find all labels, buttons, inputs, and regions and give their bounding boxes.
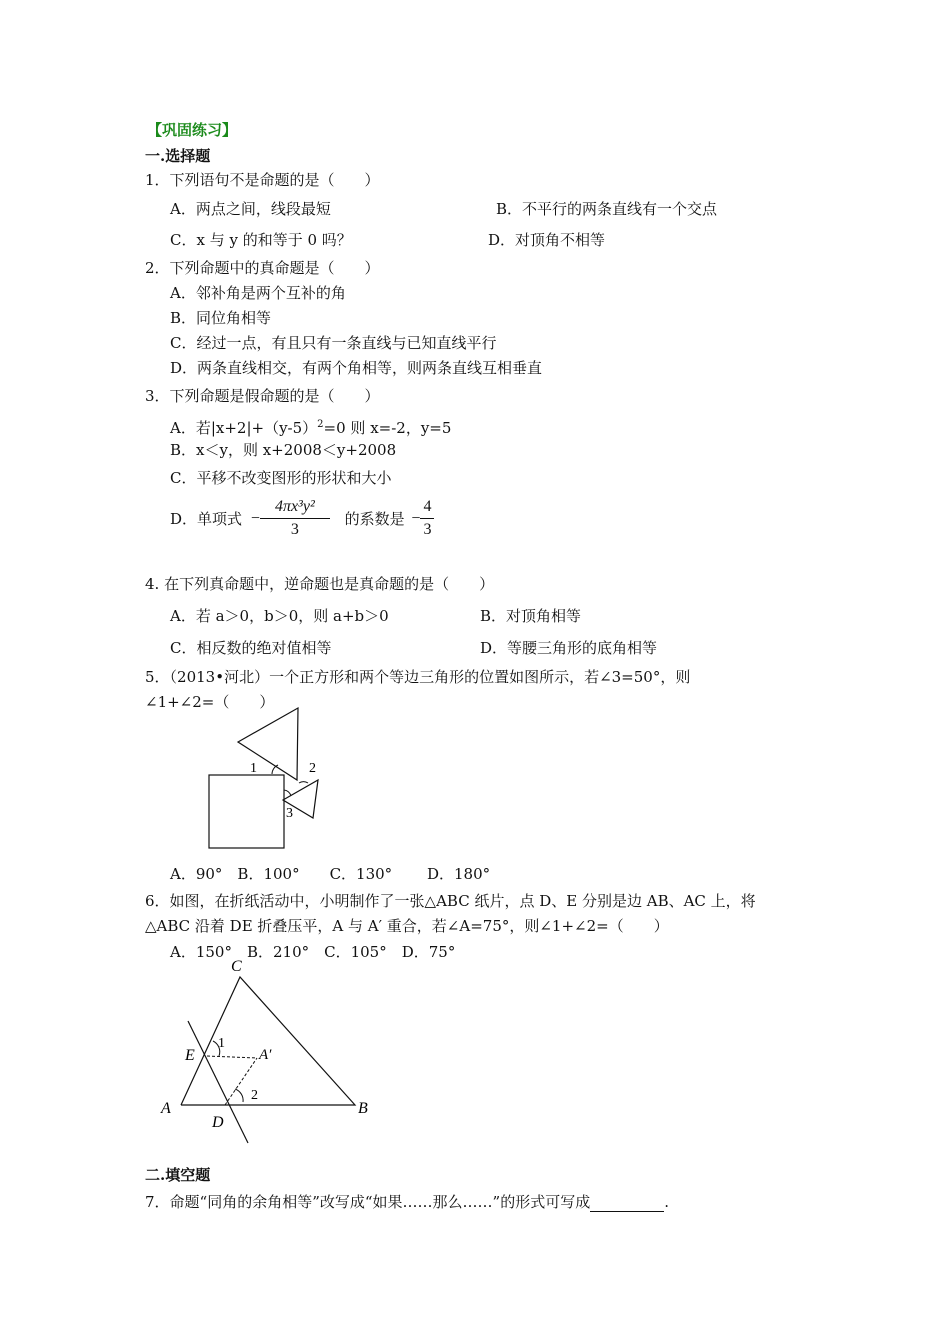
q6-label-1: 1 [218, 1036, 225, 1051]
q6-stem-line1: 6．如图，在折纸活动中，小明制作了一张△ABC 纸片，点 D、E 分别是边 AB、AC 上，将 [145, 892, 756, 910]
q6-label-2: 2 [251, 1088, 258, 1103]
q6-label-b: B [358, 1100, 368, 1117]
q5-label-3: 3 [286, 806, 293, 821]
q1-option-b: B．不平行的两条直线有一个交点 [496, 200, 718, 218]
q3-option-a-pre: A．若|x+2|+（y-5） [170, 419, 318, 437]
part1-title: 一.选择题 [145, 147, 211, 165]
q3-option-c: C．平移不改变图形的形状和大小 [170, 469, 392, 487]
q2-option-d: D．两条直线相交，有两个角相等，则两条直线互相垂直 [170, 359, 543, 377]
q6-label-aprime: A′ [259, 1047, 272, 1063]
q1-option-a: A．两点之间，线段最短 [170, 200, 331, 218]
q3-monomial-numerator: 4πx³y² [274, 498, 315, 515]
q4-option-a: A．若 a＞0，b＞0，则 a+b＞0 [170, 607, 389, 625]
q6-angle2-arc [235, 1089, 243, 1102]
q3-option-a-exponent: 2 [317, 419, 324, 430]
q6-label-d: D [212, 1114, 224, 1131]
q3-stem: 3．下列命题是假命题的是（ ） [145, 387, 380, 405]
q5-angle3-arc [284, 790, 291, 796]
q6-label-e: E [185, 1047, 195, 1064]
q6-stem-line2: △ABC 沿着 DE 折叠压平，A 与 A′ 重合，若∠A=75°，则∠1+∠2=（ ） [145, 917, 669, 935]
q5-options: A．90° B．100° C．130° D．180° [170, 865, 491, 883]
q4-option-b: B．对顶角相等 [480, 607, 582, 625]
q3-minus-sign-2: − [411, 509, 421, 527]
q3-monomial-fraction [260, 496, 330, 541]
q6-figure [155, 955, 385, 1165]
q4-option-d: D．等腰三角形的底角相等 [480, 639, 658, 657]
q5-angle2-arc [299, 782, 308, 783]
q3-option-b: B．x＜y，则 x+2008＜y+2008 [170, 441, 397, 459]
q3-coefficient-numerator: 4 [423, 498, 432, 515]
q6-label-c: C [231, 958, 242, 975]
q3-coefficient-fraction [420, 496, 434, 541]
q4-option-c: C．相反数的绝对值相等 [170, 639, 332, 657]
q4-stem: 4. 在下列真命题中，逆命题也是真命题的是（ ） [145, 575, 495, 593]
q2-option-b: B．同位角相等 [170, 309, 272, 327]
part2-title: 二.填空题 [145, 1166, 211, 1184]
q5-stem-line2: ∠1+∠2=（ ） [145, 693, 275, 711]
q2-option-a: A．邻补角是两个互补的角 [170, 284, 346, 302]
q3-option-d [170, 496, 434, 546]
q3-minus-sign-1: − [250, 509, 260, 527]
q5-angle1-arc [272, 765, 278, 774]
q3-option-d-pre: D．单项式 [170, 509, 243, 528]
q7-answer-blank[interactable] [590, 1197, 664, 1212]
q6-triangle-abc [181, 977, 355, 1105]
q5-figure [200, 700, 340, 860]
q5-stem-line1: 5．（2013•河北）一个正方形和两个等边三角形的位置如图所示，若∠3=50°，则 [145, 668, 691, 686]
q5-label-1: 1 [250, 761, 257, 776]
q6-options: A．150° B．210° C．105° D．75° [170, 943, 456, 961]
q1-stem: 1．下列语句不是命题的是（ ） [145, 171, 380, 189]
q3-option-d-mid: 的系数是 [344, 509, 405, 528]
q3-option-a-post: =0 则 x=-2，y=5 [323, 419, 452, 437]
q7-tail: . [664, 1193, 670, 1211]
q7-stem: 7．命题“同角的余角相等”改写成“如果……那么……”的形式可写成 [145, 1193, 591, 1211]
q1-option-c: C．x 与 y 的和等于 0 吗？ [170, 231, 352, 249]
q2-stem: 2．下列命题中的真命题是（ ） [145, 259, 380, 277]
q5-label-2: 2 [309, 761, 316, 776]
q6-label-a: A [161, 1100, 171, 1117]
q3-coefficient-denominator: 3 [423, 521, 432, 538]
q5-upper-triangle [238, 708, 298, 780]
q3-option-a [170, 415, 451, 438]
section-heading: 【巩固练习】 [147, 121, 238, 139]
q2-option-c: C．经过一点，有且只有一条直线与已知直线平行 [170, 334, 497, 352]
q5-square [209, 775, 284, 848]
q3-monomial-denominator: 3 [290, 521, 299, 538]
q1-option-d: D．对顶角不相等 [488, 231, 606, 249]
q7-line [145, 1192, 669, 1212]
q6-dashed-ea [207, 1056, 257, 1058]
